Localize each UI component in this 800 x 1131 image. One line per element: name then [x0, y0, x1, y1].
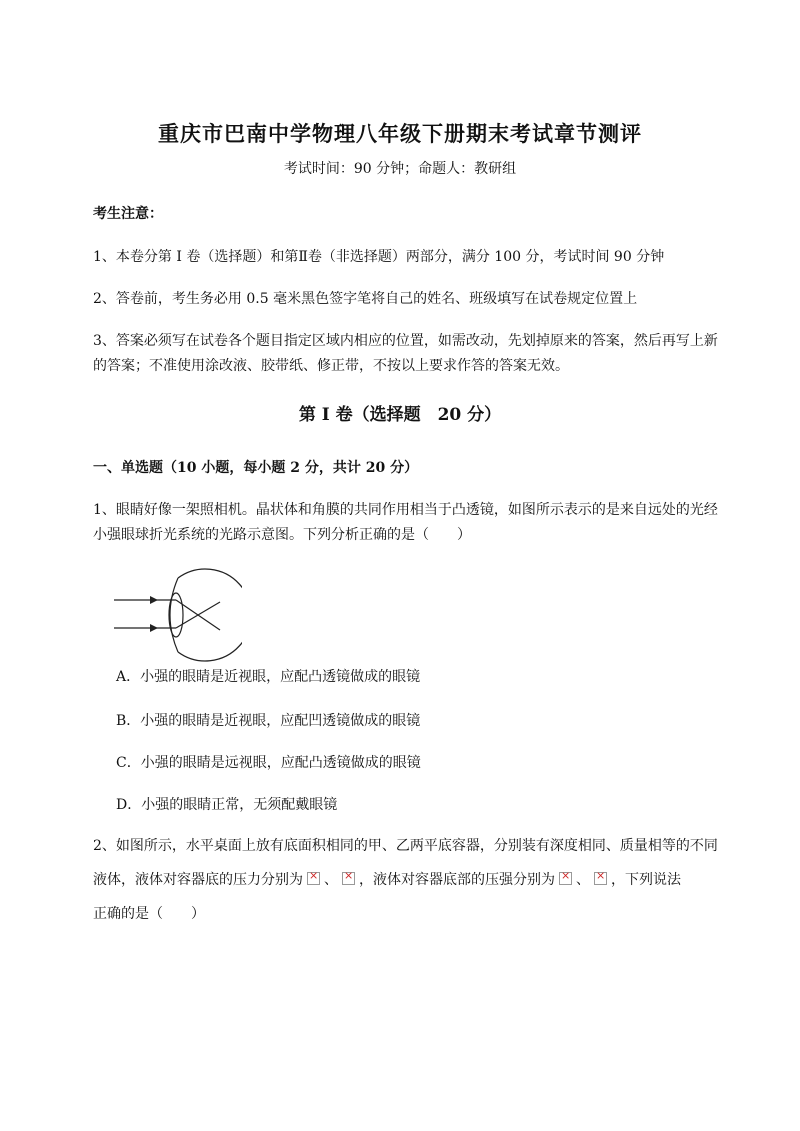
question-2-text: 2、如图所示，水平桌面上放有底面积相同的甲、乙两平底容器，分别装有深度相同、质量相等的不同 — [93, 838, 718, 854]
option-b[interactable]: B．小强的眼睛是近视眼，应配凹透镜做成的眼镜 — [116, 713, 421, 729]
notice-label: 考生注意： — [93, 206, 163, 222]
eye-ray-diagram — [112, 560, 242, 670]
ray-arrow — [150, 596, 158, 604]
question-2-text-c: ，下列说法 — [611, 872, 681, 888]
formula-image-placeholder — [594, 872, 607, 885]
option-a[interactable]: A．小强的眼睛是近视眼，应配凸透镜做成的眼镜 — [116, 669, 421, 685]
eyeball-outline — [178, 569, 242, 661]
formula-image-placeholder — [307, 872, 320, 885]
notice-item: 3、答案必须写在试卷各个题目指定区域内相应的位置，如需改动，先划掉原来的答案，然后再写上新 — [93, 333, 718, 349]
question-2-text-b: ，液体对容器底部的压强分别为 — [359, 872, 555, 888]
notice-item: 2、答卷前，考生务必用 0.5 毫米黑色签字笔将自己的姓名、班级填写在试卷规定位置上 — [93, 291, 638, 307]
question-1-text: 1、眼睛好像一架照相机。晶状体和角膜的共同作用相当于凸透镜，如图所示表示的是来自远处的光经 — [93, 502, 718, 518]
cornea — [170, 578, 178, 652]
question-1-text: 小强眼球折光系统的光路示意图。下列分析正确的是（ ） — [93, 527, 471, 543]
separator: 、 — [576, 872, 590, 888]
notice-item: 1、本卷分第 I 卷（选择题）和第Ⅱ卷（非选择题）两部分，满分 100 分，考试时间 90 分钟 — [93, 249, 665, 265]
part-heading: 一、单选题（10 小题，每小题 2 分，共计 20 分） — [93, 460, 419, 476]
question-2-text-a: 液体，液体对容器底的压力分别为 — [93, 872, 303, 888]
question-2-text: 正确的是（ ） — [93, 906, 205, 922]
page-title: 重庆市巴南中学物理八年级下册期末考试章节测评 — [158, 121, 642, 146]
formula-image-placeholder — [559, 872, 572, 885]
formula-image-placeholder — [342, 872, 355, 885]
section-title: 第 I 卷（选择题 20 分） — [298, 405, 502, 425]
notice-item: 的答案；不准使用涂改液、胶带纸、修正带，不按以上要求作答的答案无效。 — [93, 358, 569, 374]
question-2-text — [93, 869, 681, 889]
option-d[interactable]: D．小强的眼睛正常，无须配戴眼镜 — [116, 797, 338, 813]
separator: 、 — [324, 872, 338, 888]
ray-arrow — [150, 624, 158, 632]
exam-info: 考试时间：90 分钟；命题人：教研组 — [283, 161, 517, 177]
option-c[interactable]: C．小强的眼睛是远视眼，应配凸透镜做成的眼镜 — [116, 755, 421, 771]
